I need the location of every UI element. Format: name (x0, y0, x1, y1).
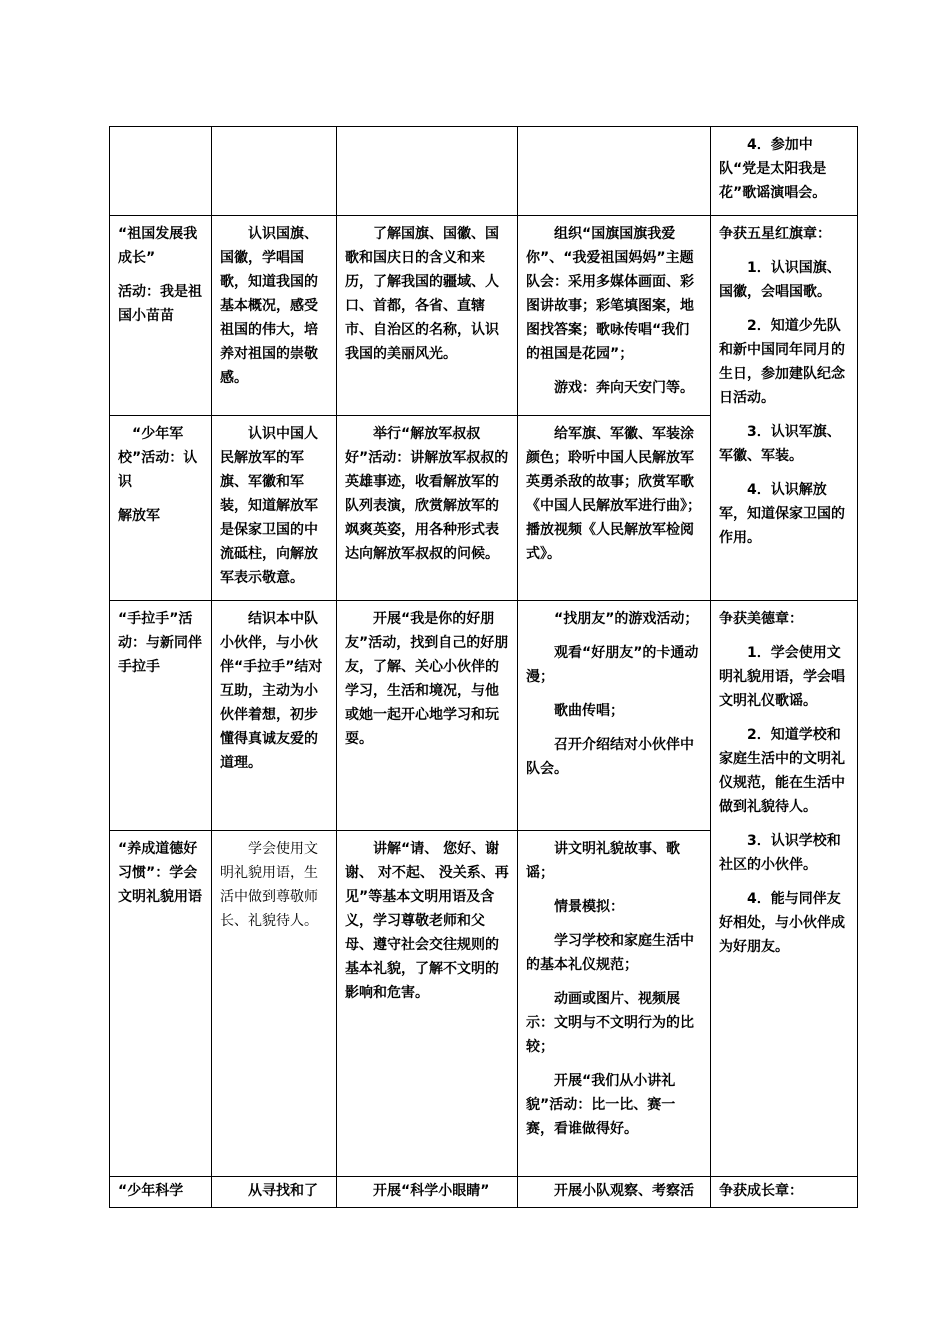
badge-title: 争获五星红旗章： (719, 226, 831, 242)
content-text: 举行“解放军叔叔好”活动：讲解放军叔叔的英雄事迹，收看解放军的队列表演，欣赏解放军的飒爽英姿，用各种形式表达向解放军叔叔的问候。 (345, 426, 509, 562)
theme-activity: 活动：我是祖国小苗苗 (118, 284, 202, 324)
goal-cell (212, 127, 337, 216)
content-text: 开展“科学小眼睛” (373, 1183, 490, 1199)
badge-item: 4．能与同伴友好相处，与小伙伴成为好朋友。 (719, 891, 845, 955)
goal-cell (212, 416, 337, 601)
table-row (110, 127, 858, 216)
theme-title: “手拉手”活动：与新同伴手拉手 (118, 611, 202, 675)
theme-cell (110, 216, 212, 416)
content-text: 开展“我是你的好朋友”活动，找到自己的好朋友，了解、关心小伙伴的学习，生活和境况，与他或她一起开心地学习和玩耍。 (345, 611, 509, 747)
form-text: “找朋友”的游戏活动； (554, 611, 699, 627)
badge-item: 1．认识国旗、国徽，会唱国歌。 (719, 260, 841, 300)
form-text: 游戏：奔向天安门等。 (554, 380, 694, 396)
form-cell (518, 416, 711, 601)
content-text: 讲解“请、 您好、谢谢、 对不起、 没关系、再见”等基本文明用语及含义，学习尊敬老师和父母、遵守社会交往规则的基本礼貌，了解不文明的影响和危害。 (345, 841, 509, 1001)
badge-cell (711, 216, 858, 601)
badge-title: 争获美德章： (719, 611, 803, 627)
badge-cell (711, 601, 858, 1177)
activity-plan-table (109, 126, 858, 1208)
content-text: 了解国旗、国徽、国歌和国庆日的含义和来历，了解我国的疆域、人口、首都，各省、直辖市、自治区的名称，认识我国的美丽风光。 (345, 226, 499, 362)
badge-item: 4．认识解放军，知道保家卫国的作用。 (719, 482, 845, 546)
form-text: 讲文明礼貌故事、歌谣； (526, 841, 680, 881)
form-cell (518, 1177, 711, 1208)
theme-cell (110, 601, 212, 831)
theme-title: “养成道德好习惯”：学会文明礼貌用语 (118, 841, 202, 905)
badge-title: 争获成长章： (719, 1183, 803, 1199)
goal-cell (212, 216, 337, 416)
goal-cell (212, 831, 337, 1177)
goal-cell (212, 601, 337, 831)
form-text: 学习学校和家庭生活中的基本礼仪规范； (526, 933, 694, 973)
content-cell (337, 127, 518, 216)
badge-item: 3．认识学校和社区的小伙伴。 (719, 833, 841, 873)
form-text: 观看“好朋友”的卡通动漫； (526, 645, 699, 685)
theme-title: “少年军校”活动：认识 (118, 426, 198, 490)
content-cell (337, 831, 518, 1177)
badge-item: 3．认识军旗、军徽、军装。 (719, 424, 841, 464)
content-cell (337, 416, 518, 601)
form-cell (518, 216, 711, 416)
table-row (110, 216, 858, 416)
goal-text: 认识中国人民解放军的军旗、军徽和军装，知道解放军是保家卫国的中流砥柱，向解放军表示敬意。 (220, 426, 318, 586)
theme-cell (110, 127, 212, 216)
goal-text: 从寻找和了 (248, 1183, 318, 1199)
form-text: 歌曲传唱； (554, 703, 624, 719)
form-cell (518, 601, 711, 831)
theme-cell (110, 1177, 212, 1208)
form-text: 开展“我们从小讲礼貌”活动：比一比、赛一赛，看谁做得好。 (526, 1073, 676, 1137)
badge-text: 4．参加中队“党是太阳我是花”歌谣演唱会。 (719, 137, 827, 201)
form-text: 动画或图片、视频展示：文明与不文明行为的比较； (526, 991, 694, 1055)
theme-title: “祖国发展我成长” (118, 226, 198, 266)
content-cell (337, 216, 518, 416)
badge-item: 1．学会使用文明礼貌用语，学会唱文明礼仪歌谣。 (719, 645, 845, 709)
content-cell (337, 601, 518, 831)
badge-item: 2．知道学校和家庭生活中的文明礼仪规范，能在生活中做到礼貌待人。 (719, 727, 845, 815)
theme-cell (110, 416, 212, 601)
form-text: 开展小队观察、考察活 (554, 1183, 694, 1199)
goal-text: 结识本中队小伙伴，与小伙伴“手拉手”结对互助，主动为小伙伴着想，初步懂得真诚友爱的道理。 (220, 611, 323, 771)
theme-activity: 解放军 (118, 508, 160, 524)
form-text: 情景模拟： (554, 899, 624, 915)
form-text: 组织“国旗国旗我爱你”、“我爱祖国妈妈”主题队会：采用多媒体画面、彩图讲故事；彩笔填图案，地图找答案；歌咏传唱“我们的祖国是花园”； (526, 226, 694, 362)
table-row (110, 1177, 858, 1208)
goal-text: 认识国旗、国徽，学唱国歌，知道我国的基本概况，感受祖国的伟大，培养对祖国的崇敬感。 (220, 226, 318, 386)
table-row (110, 601, 858, 831)
form-text: 召开介绍结对小伙伴中队会。 (526, 737, 694, 777)
content-cell (337, 1177, 518, 1208)
theme-cell (110, 831, 212, 1177)
form-cell (518, 127, 711, 216)
theme-title: “少年科学 (118, 1183, 184, 1199)
badge-item: 2．知道少先队和新中国同年同月的生日，参加建队纪念日活动。 (719, 318, 845, 406)
badge-cell (711, 1177, 858, 1208)
goal-text: 学会使用文明礼貌用语，生活中做到尊敬师长、礼貌待人。 (220, 841, 318, 929)
form-text: 给军旗、军徽、军装涂颜色；聆听中国人民解放军英勇杀敌的故事；欣赏军歌《中国人民解放军进行曲》；播放视频《人民解放军检阅式》。 (526, 426, 701, 562)
form-cell (518, 831, 711, 1177)
goal-cell (212, 1177, 337, 1208)
badge-cell (711, 127, 858, 216)
